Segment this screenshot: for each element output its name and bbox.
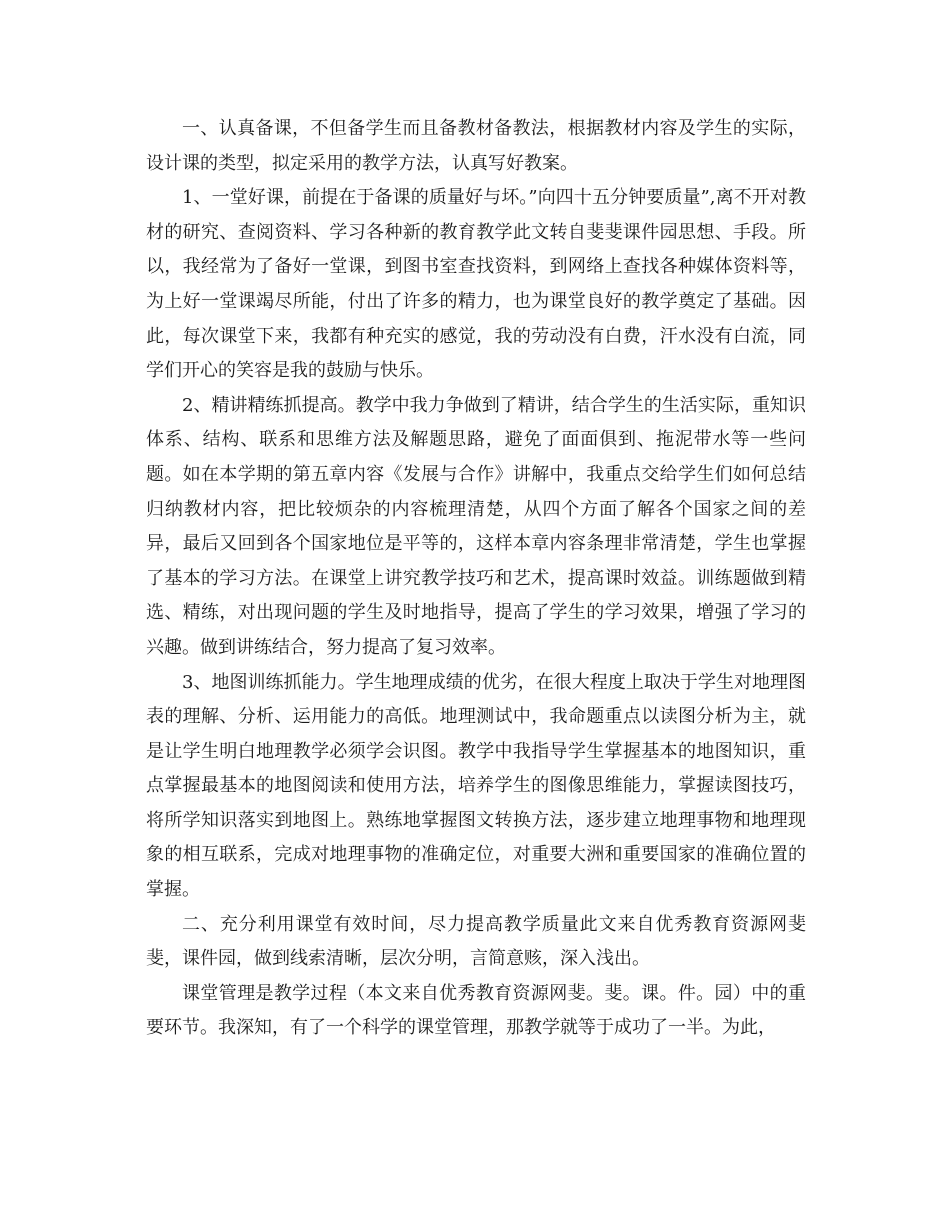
paragraph-6: 课堂管理是教学过程（本文来自优秀教育资源网斐。斐。课。件。园）中的重要环节。我深知，有了一个科学的课堂管理，那教学就等于成功了一半。为此，	[146, 982, 806, 1039]
document-body	[146, 112, 806, 1046]
paragraph-2: 1、一堂好课，前提在于备课的质量好与坏。”向四十五分钟要质量”,离不开对教材的研究、查阅资料、学习各种新的教育教学此文转自斐斐课件园思想、手段。所以，我经常为了备好一堂课，到图书室查找资料，到网络上查找各种媒体资料等，为上好一堂课竭尽所能，付出了许多的精力，也为课堂良好的教学奠定了基础。因此，每次课堂下来，我都有种充实的感觉，我的劳动没有白费，汗水没有白流，同学们开心的笑容是我的鼓励与快乐。	[146, 187, 806, 382]
paragraph-5: 二、充分利用课堂有效时间，尽力提高教学质量此文来自优秀教育资源网斐斐，课件园，做到线索清晰，层次分明，言简意赅，深入浅出。	[146, 913, 806, 970]
paragraph-4: 3、地图训练抓能力。学生地理成绩的优劣，在很大程度上取决于学生对地理图表的理解、分析、运用能力的高低。地理测试中，我命题重点以读图分析为主，就是让学生明白地理教学必须学会识图。教学中我指导学生掌握基本的地图知识，重点掌握最基本的地图阅读和使用方法，培养学生的图像思维能力，掌握读图技巧，将所学知识落实到地图上。熟练地掌握图文转换方法，逐步建立地理事物和地理现象的相互联系，完成对地理事物的准确定位，对重要大洲和重要国家的准确位置的掌握。	[146, 671, 806, 901]
paragraph-1: 一、认真备课，不但备学生而且备教材备教法，根据教材内容及学生的实际，设计课的类型，拟定采用的教学方法，认真写好教案。	[146, 118, 806, 174]
paragraph-3: 2、精讲精练抓提高。教学中我力争做到了精讲，结合学生的生活实际，重知识体系、结构、联系和思维方法及解题思路，避免了面面俱到、拖泥带水等一些问题。如在本学期的第五章内容《发展与合作》讲解中，我重点交给学生们如何总结归纳教材内容，把比较烦杂的内容梳理清楚，从四个方面了解各个国家之间的差异，最后又回到各个国家地位是平等的，这样本章内容条理非常清楚，学生也掌握了基本的学习方法。在课堂上讲究教学技巧和艺术，提高课时效益。训练题做到精选、精练，对出现问题的学生及时地指导，提高了学生的学习效果，增强了学习的兴趣。做到讲练结合，努力提高了复习效率。	[146, 394, 806, 658]
